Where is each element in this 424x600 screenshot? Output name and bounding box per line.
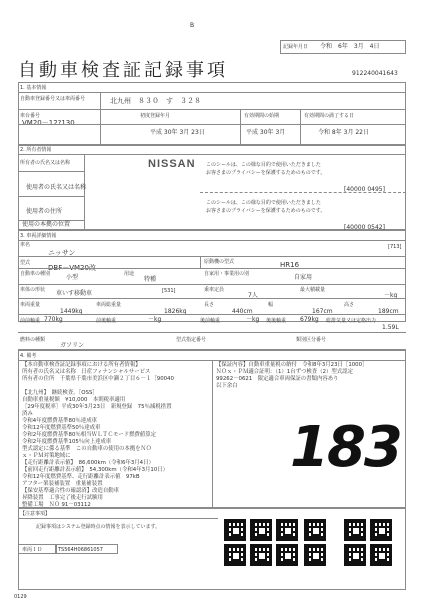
fuel-label: 燃料の種類 [20,337,46,343]
class-number-label: 類別区分番号 [296,337,327,343]
chassis-label: 車台番号 [20,113,41,119]
ff-axle-label: 前前軸重 [20,318,41,324]
remark-line: 【走行距離計表示値】 86,600km（令和6年3月4日） [22,460,154,466]
private-commercial-label: 自家用・事業用の別 [204,271,250,277]
width-value: 167cm [312,308,333,315]
remark-line: 令和2年度燃費基準80％相当ＷＬＴＣモード燃費値算定 [22,432,157,438]
height-label: 高さ [344,302,355,308]
sticker-line-1a: このシールは、この様な目的で使用いただきました [206,162,321,168]
model-label: 型式 [20,260,31,266]
rf-axle-label: 後前軸重 [200,318,221,324]
rr-axle-label: 後後軸重 [266,318,287,324]
displacement-label: 総排気量又は定格出力 [326,318,377,324]
maker-label: 車名 [20,242,31,248]
private-commercial-value: 自家用 [294,274,313,281]
remark-line: 所有者の氏名又は名称 日産フィナンシャルサービス [22,369,151,375]
remark-line: 【前回走行距離計表示値】 54,300km（令和4年3月10日） [22,467,169,473]
qr-code-icon [370,544,392,566]
remark-line: アフター架装補装置 重量補装置 [22,481,103,487]
type-number-label: 型式指定番号 [176,337,207,343]
remark-line: 済み [22,411,33,417]
qr-code-icon [304,519,326,541]
remark-line: 令和2年度燃費基準105％向上達成車 [22,439,112,445]
maker-code: [713] [388,244,402,250]
vin-label: 車両ＩＤ [22,547,43,553]
sticker-line-2a: お客さまのプライバシーを保護するためのものです。 [206,170,326,176]
nissan-logo: NISSAN [148,158,196,170]
engine-label: 原動機の型式 [204,259,235,265]
kind-mark: B [190,22,195,29]
remarks-heading: 4. 備考 [20,353,37,359]
remark-line: 99262－0621 限定適合車両保証の書類内容あり [216,376,339,382]
sticker-code-1: [40000 0495] [344,186,385,193]
qr-code-icon [304,544,326,566]
weight-label: 車両重量 [20,302,41,308]
displacement-value: 1.59L [382,324,399,331]
owner-info-heading: 2. 所有者情報 [20,147,52,153]
expiry-label: 有効期間の満了する日 [304,113,355,119]
remark-line [22,383,174,390]
height-value: 189cm [378,308,399,315]
remark-line: 【本自動車検査証記録事項における所有者情報】 [22,362,141,368]
notes-heading: 【注意事項】 [20,511,51,517]
remarks-right-column [216,362,367,390]
issue-date-value: 令和 6年 3月 4日 [320,43,380,50]
qr-code-icon [344,519,366,541]
sticker-line-1b: このシールは、この様な目的で使用いただきました [206,200,321,206]
remark-line: ［29年度税率］平成30年3月23日 新規登録 75％減税措置 [22,404,172,410]
chassis-value: VM20－12?130 [22,119,75,127]
body-code: [531] [162,288,176,294]
remark-line: 自動車重量税額 ¥10,000 本則税率適用 [22,397,126,403]
weight-value: 1449kg [60,308,83,315]
width-label: 幅 [268,302,274,308]
user-address-label: 使用者の住所 [26,208,63,215]
qr-code-icon [250,544,272,566]
user-name-label: 使用者の氏名又は名称 [26,184,87,191]
start-date-value: 平成 30年 3月 [246,129,286,136]
use-label: 用途 [124,271,135,277]
reg-number-label: 自動車登録番号又は車両番号 [20,96,86,102]
kind-label: 自動車の種別 [20,271,51,277]
document-number: 912240041643 [352,70,398,77]
maker-value: ニッサン [48,249,76,257]
first-reg-label: 初度登録年月 [140,113,171,119]
fuel-value: ガソリン [60,342,85,349]
remark-line: 令和12年度燃費基準50％達成車 [22,425,101,431]
remark-line: 【北九州】 継続検査。［OSS］ [22,390,98,396]
fr-axle-value: －kg [148,316,162,323]
reg-number-value: 北九州 ８３０ す ３２８ [110,97,201,105]
remark-line: 【保証内容】自動車重量税の納付 令和8年3月23日［1000］ [216,362,368,368]
issue-date-label: 記録年月日 [283,44,309,50]
vin-value: TS564H06861057 [58,547,103,553]
basic-info-heading: 1. 基本情報 [20,85,47,91]
start-date-label: 有効期間の始期 [244,113,280,119]
model-value: DBF－VM20改 [48,264,96,272]
qr-code-icon [370,519,392,541]
remarks-left-column [22,362,174,509]
notes-line-1: 記録事項はシステム登録時点の情報を表示しています。 [36,524,161,530]
remark-line: ｘ・ＰＭ対策地域に [22,453,71,459]
rf-axle-value: －kg [246,316,260,323]
engine-value: HR16 [280,261,300,269]
capacity-value: 7人 [248,292,258,299]
use-value: 特種 [144,276,157,283]
document-title: 自動車検査証記録事項 [18,60,228,81]
length-value: 440cm [232,308,253,315]
rr-axle-value: 679kg [300,316,319,323]
qr-code-icon [224,544,246,566]
sticker-line-2b: お客さまのプライバシーを保護するためのものです。 [206,208,326,214]
body-label: 車体の形状 [20,287,46,293]
remark-line: 以下余白 [216,383,238,389]
length-label: 長さ [204,302,215,308]
max-load-label: 最大積載量 [300,287,326,293]
remark-line: 令和12年度燃費基準、走行距離計表示値 97kB [22,474,140,480]
capacity-label: 乗車定員 [204,287,225,293]
kind-value: 小型 [66,274,79,281]
fr-axle-label: 前後軸重 [96,318,117,324]
remark-line: 【保安基準適合性の確認済】改造自動車 [22,488,120,494]
qr-code-icon [250,519,272,541]
remark-line: ＮＯｘ・ＰＭ適合証明：（1）1台ずつ検査（2）型式認定 [216,369,353,375]
remark-line: 令和4年度燃費基準80％達成車 [22,418,97,424]
sticker-code-2: [40000 0542] [344,224,385,231]
handwritten-number-stamp: 183 [290,415,401,480]
base-location-label: 使用の本拠の位置 [22,221,71,228]
expiry-value: 令和 8年 3月 22日 [318,129,369,136]
max-load-value: －kg [384,292,398,299]
remark-line: 型式認定に係る基準 この自動車の使用の本拠をＮＯ [22,446,152,452]
remark-line: 整備工場 ＮＯ 91－03112 [22,502,91,508]
gross-weight-label: 車両総重量 [96,302,122,308]
gross-weight-value: 1826kg [164,308,187,315]
qr-code-icon [276,519,298,541]
owner-name-label: 所有者の氏名又は名称 [20,160,71,166]
vehicle-info-heading: 3. 車両詳細情報 [20,233,57,239]
remark-line: 昇降装置 工事完了後走行試験用 [22,495,109,501]
qr-code-icon [276,544,298,566]
qr-code-icon [224,519,246,541]
first-reg-value: 平成 30年 3月 23日 [150,129,205,136]
body-value: 車いす移動車 [56,290,93,297]
ff-axle-value: 770kg [44,316,63,323]
remark-line: 所有者の住所 千葉県千葉市美浜区中瀬２丁目６－１［90040 [22,376,174,382]
page-code: 0129 [14,594,27,600]
qr-code-icon [344,544,366,566]
